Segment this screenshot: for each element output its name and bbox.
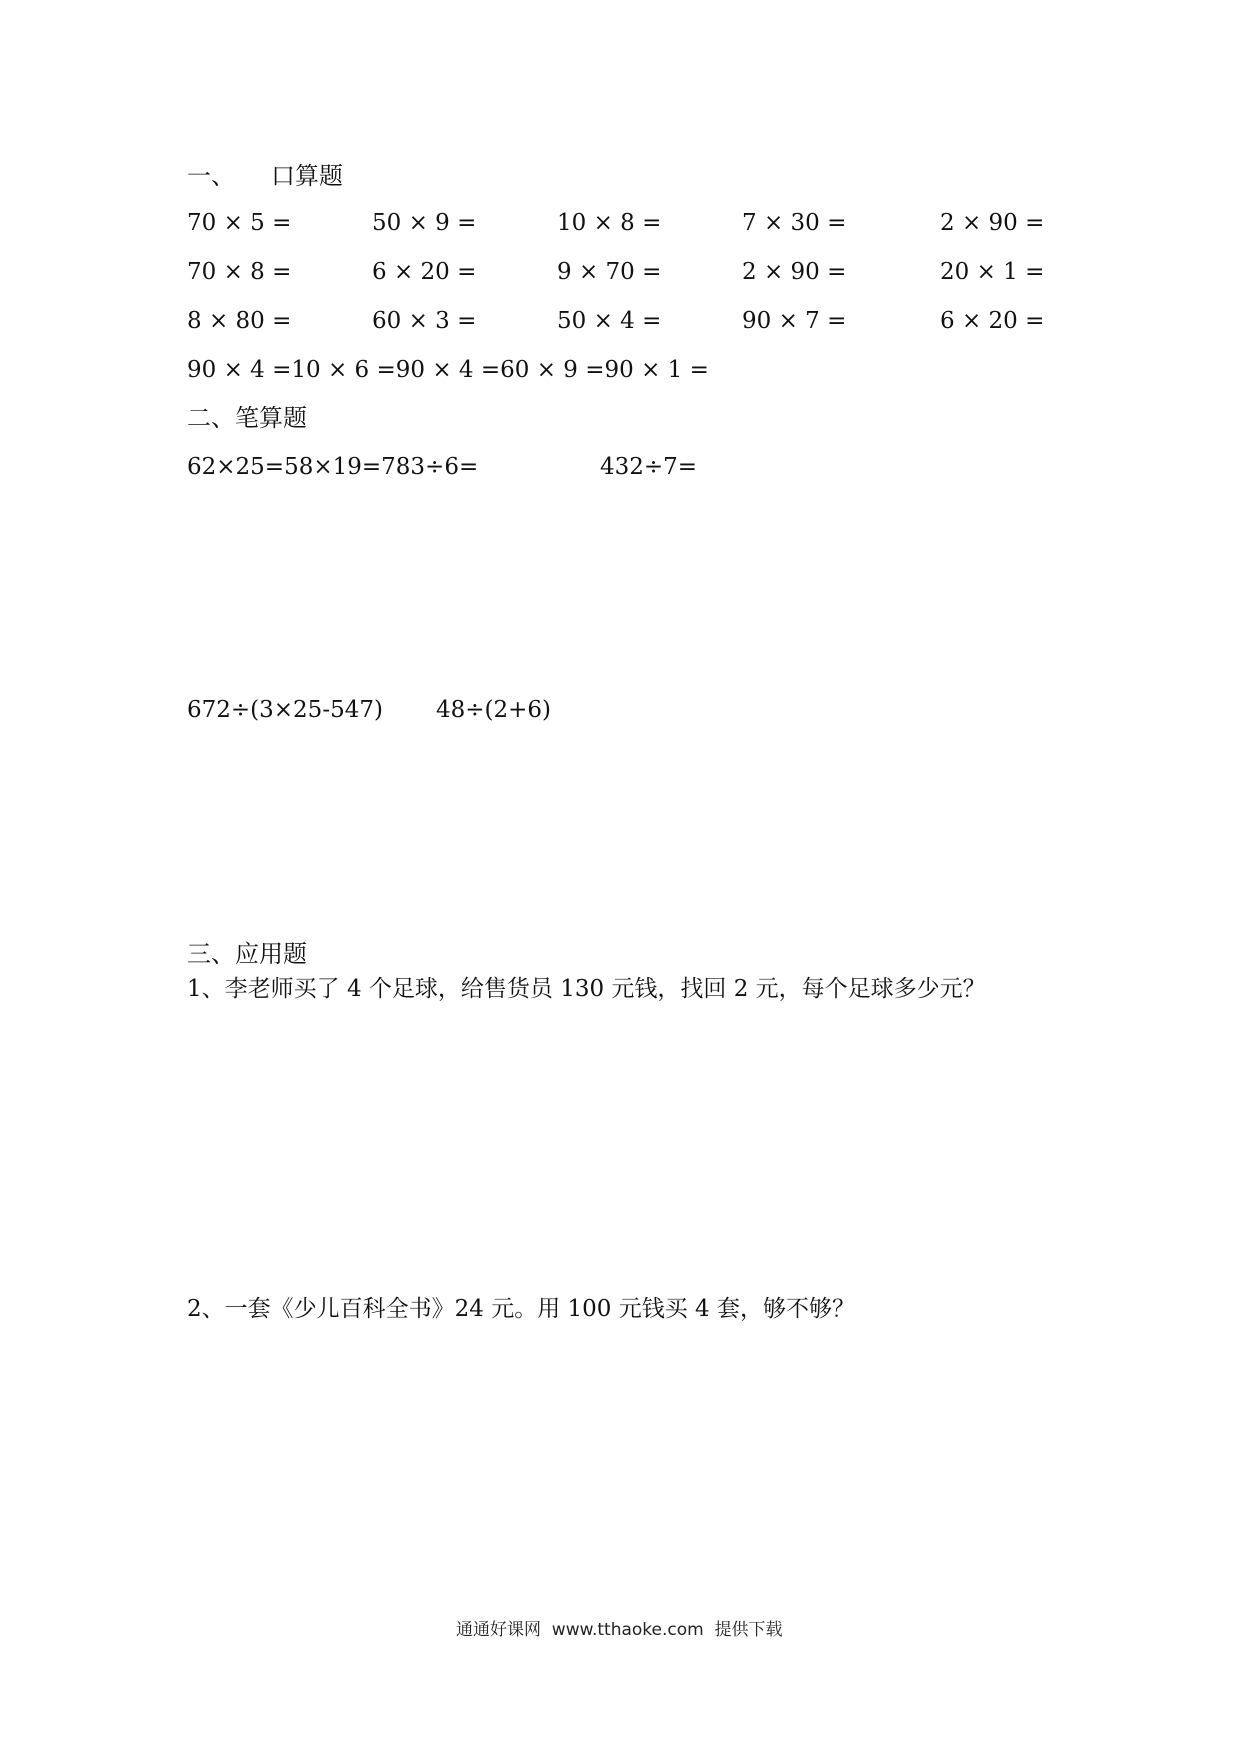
word-problem-2: 2、一套《少儿百科全书》24 元。用 100 元钱买 4 套，够不够？ (187, 1296, 855, 1322)
oral-problem: 70 × 5 = (187, 210, 292, 236)
written-problems-line1: 62×25=58×19=783÷6= (187, 454, 479, 480)
word-problem-1: 1、李老师买了 4 个足球，给售货员 130 元钱，找回 2 元，每个足球多少元？ (187, 976, 986, 1002)
section2-title: 二、笔算题 (187, 404, 307, 432)
oral-problem: 7 × 30 = (742, 210, 847, 236)
oral-problem: 10 × 8 = (557, 210, 662, 236)
oral-problem: 8 × 80 = (187, 308, 292, 334)
footer-source: 通通好课网 www.tthaoke.com 提供下载 (456, 1620, 783, 1640)
oral-problem: 2 × 90 = (940, 210, 1045, 236)
oral-problem: 6 × 20 = (372, 259, 477, 285)
oral-problem: 2 × 90 = (742, 259, 847, 285)
section1-title: 一、 口算题 (187, 162, 343, 190)
oral-problem: 70 × 8 = (187, 259, 292, 285)
oral-problem: 9 × 70 = (557, 259, 662, 285)
written-problem-parentheses: 48÷(2+6) (436, 697, 552, 723)
oral-problem: 60 × 3 = (372, 308, 477, 334)
oral-problem: 50 × 4 = (557, 308, 662, 334)
oral-problem: 50 × 9 = (372, 210, 477, 236)
written-problem-division: 432÷7= (600, 454, 698, 480)
oral-problem: 20 × 1 = (940, 259, 1045, 285)
oral-problem: 90 × 7 = (742, 308, 847, 334)
oral-problem-last-row: 90 × 4 =10 × 6 =90 × 4 =60 × 9 =90 × 1 = (187, 357, 709, 383)
section3-title: 三、应用题 (187, 940, 307, 968)
written-problem-mixed: 672÷(3×25-547) (187, 697, 383, 723)
oral-problem: 6 × 20 = (940, 308, 1045, 334)
